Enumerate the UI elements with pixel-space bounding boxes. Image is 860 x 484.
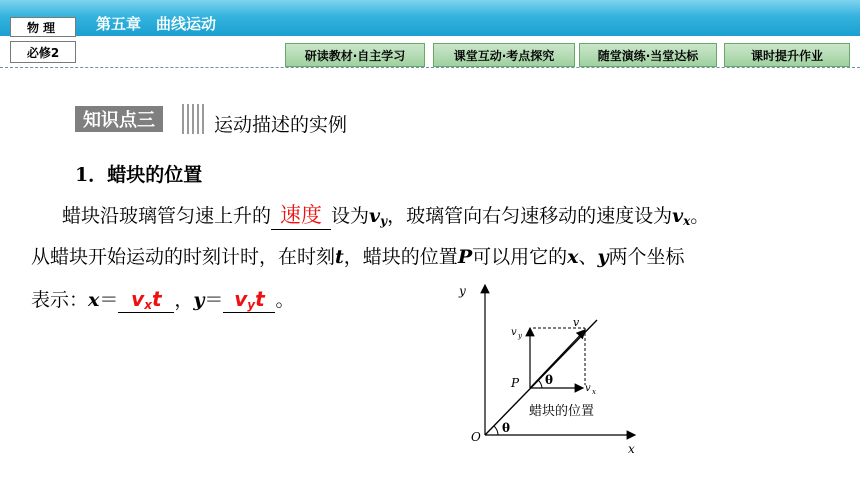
chapter-title: 第五章 曲线运动 — [96, 15, 217, 33]
text-span: ，蜡块的位置 — [343, 246, 458, 268]
paragraph-3 — [31, 285, 294, 313]
nav-button-homework[interactable]: 课时提升作业 — [724, 43, 850, 67]
badge-bars-decoration — [182, 104, 206, 134]
answer-blank-y — [223, 287, 275, 313]
label-p: P — [511, 376, 520, 390]
nav-button-practice[interactable]: 随堂演练·当堂达标 — [579, 43, 717, 67]
symbol-v: v — [672, 205, 684, 227]
label-o: O — [471, 430, 481, 444]
label-vy-sub: y — [518, 332, 522, 340]
text-span: 设为 — [331, 205, 370, 227]
symbol-x: x — [567, 246, 579, 268]
figure-caption: 蜡块的位置 — [529, 404, 595, 419]
wax-block-position-diagram — [445, 275, 645, 460]
label-theta-o: θ — [502, 421, 511, 435]
paragraph-1 — [62, 199, 709, 230]
answer-v: v — [234, 287, 248, 311]
text-span: ＝ — [204, 289, 224, 311]
angle-arc-p — [538, 380, 542, 388]
label-theta-p: θ — [545, 373, 554, 387]
subject-label: 物理 — [10, 17, 76, 37]
text-span: 从蜡块开始运动的时刻计时，在时刻 — [31, 246, 336, 268]
text-span: ， — [174, 289, 194, 311]
symbol-y: y — [597, 246, 609, 268]
text-span: 表示： — [31, 289, 89, 311]
subscript-x: x — [683, 214, 691, 228]
text-span: 。 — [690, 205, 710, 227]
angle-arc-o — [494, 426, 498, 435]
label-x: x — [628, 442, 635, 456]
text-span: 。 — [275, 289, 295, 311]
text-span: 两个坐标 — [608, 246, 685, 268]
answer-blank-x — [118, 287, 174, 313]
text-span: ，玻璃管向右匀速移动的速度设为 — [387, 205, 673, 227]
symbol-t: t — [335, 246, 344, 268]
module-label: 必修2 — [10, 41, 76, 63]
nav-button-self-study[interactable]: 研读教材·自主学习 — [285, 43, 425, 67]
nav-button-classroom[interactable]: 课堂互动·考点探究 — [433, 43, 575, 67]
text-span: 、 — [578, 246, 598, 268]
answer-sub: x — [144, 298, 152, 312]
symbol-v: v — [369, 205, 381, 227]
symbol-p: P — [457, 246, 473, 268]
answer-v: v — [131, 287, 145, 311]
answer-blank-speed: 速度 — [271, 199, 331, 230]
symbol-x: x — [88, 289, 100, 311]
answer-sub: y — [247, 298, 256, 312]
item-heading: 1．蜡块的位置 — [75, 164, 203, 186]
text-span: ＝ — [99, 289, 119, 311]
label-vx-sub: x — [592, 388, 596, 396]
header-divider — [0, 67, 860, 68]
answer-t: t — [151, 287, 162, 311]
subscript-y: y — [380, 214, 388, 228]
text-span: 可以用它的 — [472, 246, 568, 268]
label-vy: v — [511, 327, 517, 338]
paragraph-2 — [31, 242, 685, 269]
section-title: 运动描述的实例 — [214, 114, 348, 136]
v-arrow — [530, 330, 585, 388]
section-badge: 知识点三 — [75, 106, 163, 132]
label-v: v — [573, 316, 580, 329]
label-vx: v — [585, 383, 591, 394]
text-span: 蜡块沿玻璃管匀速上升的 — [62, 205, 272, 227]
symbol-y: y — [193, 289, 205, 311]
answer-t: t — [255, 287, 265, 311]
label-y: y — [459, 284, 466, 298]
